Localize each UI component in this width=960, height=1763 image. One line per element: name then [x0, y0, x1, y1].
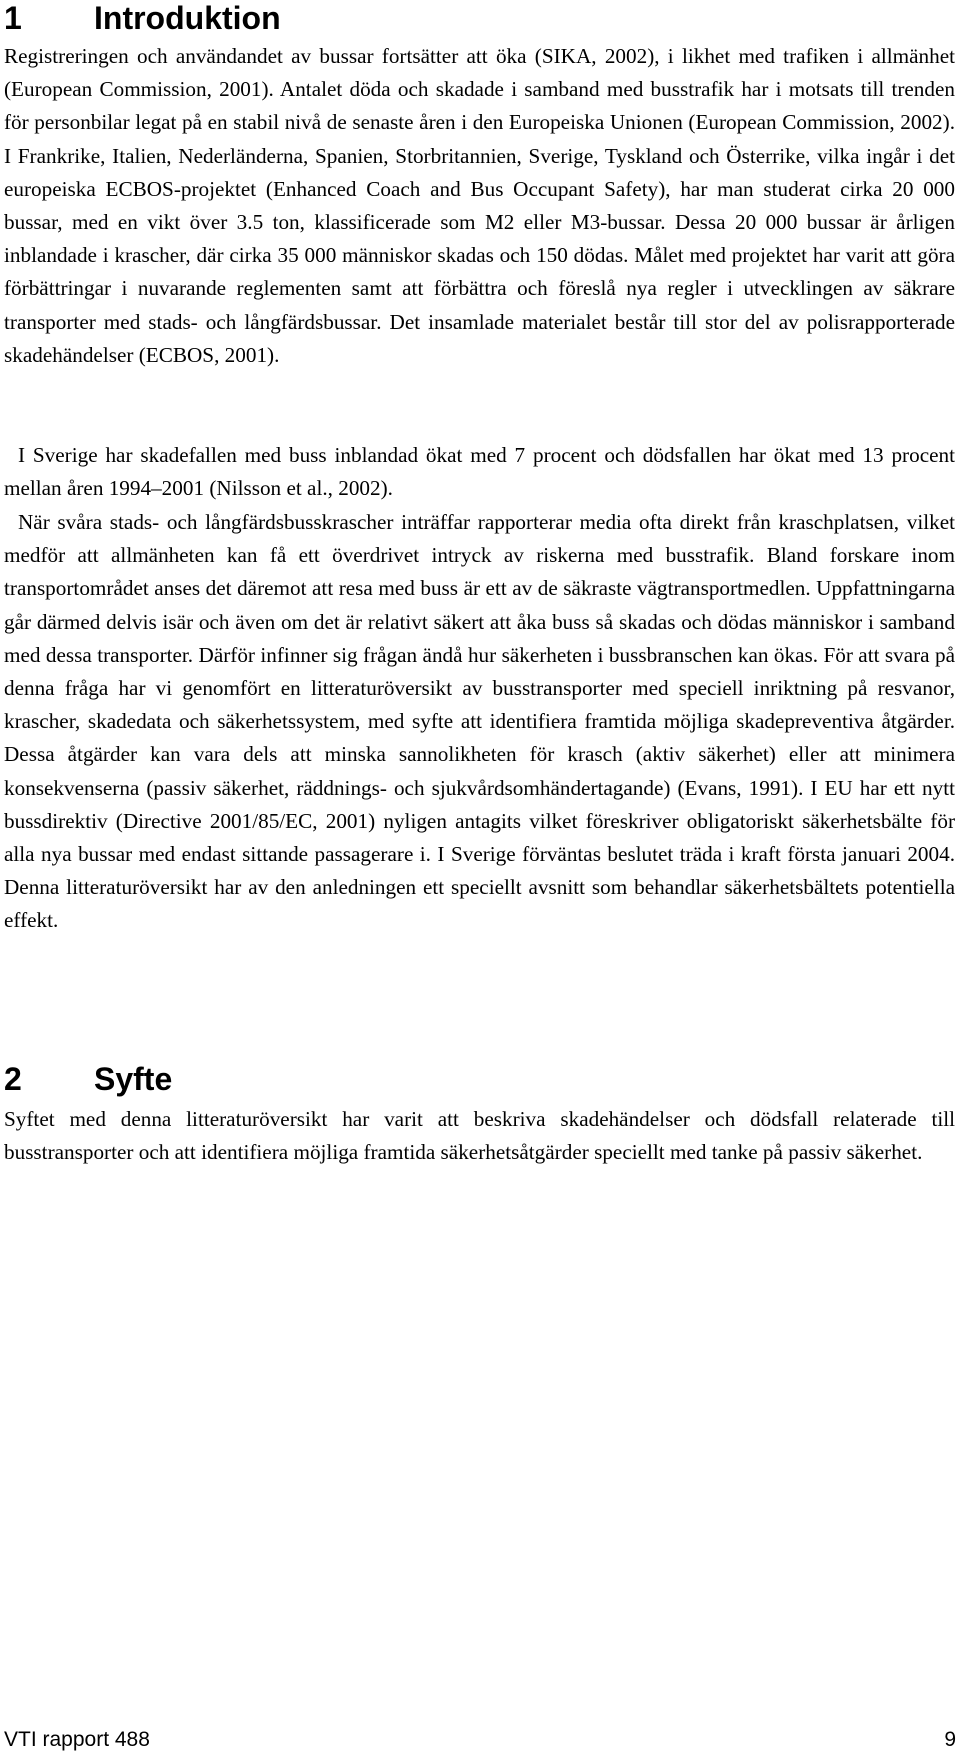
- page-number: 9: [944, 1728, 956, 1751]
- section-2-number: 2: [4, 1061, 22, 1097]
- report-name: VTI rapport 488: [4, 1728, 150, 1751]
- section-1-heading: [4, 0, 281, 36]
- page-footer: [4, 1727, 956, 1753]
- section-2-paragraph: Syftet med denna litteraturöversikt har varit att beskriva skadehändelser och dödsfall relaterade till busstransporter och att identifiera möjliga framtida säkerhetsåtgärder speciellt med tanke på passiv säkerhet.: [4, 1107, 955, 1165]
- section-2-heading: [4, 1061, 172, 1097]
- section-1-paragraph-3: [4, 506, 955, 938]
- section-1-paragraph-2-text: I Sverige har skadefallen med buss inblandad ökat med 7 procent och dödsfallen har ökat med 13 procent mellan åren 1994–2001 (Nilsson et al., 2002).: [4, 443, 955, 501]
- section-1-paragraph-1: Registreringen och användandet av bussar fortsätter att öka (SIKA, 2002), i likhet med trafiken i allmänhet (European Commission, 2001). Antalet döda och skadade i samband med busstrafik har i motsats till trenden för personbilar legat på en stabil nivå de senaste åren i den Europeiska Unionen (European Commission, 2002). I Frankrike, Italien, Nederländerna, Spanien, Storbritannien, Sverige, Tyskland och Österrike, vilka ingår i det europeiska ECBOS-projektet (Enhanced Coach and Bus Occupant Safety), har man studerat cirka 20 000 bussar, med en vikt över 3.5 ton, klassificerade som M2 eller M3-bussar. Dessa 20 000 bussar är årligen inblandade i krascher, där cirka 35 000 människor skadas och 150 dödas. Målet med projektet har varit att göra förbättringar i nuvarande reglementen samt att förbättra och föreslå nya regler i utvecklingen av säkrare transporter med stads- och långfärdsbussar. Det insamlade materialet består till stor del av polisrapporterade skadehändelser (ECBOS, 2001).: [4, 44, 955, 367]
- section-2-title: Syfte: [94, 1061, 173, 1097]
- section-1-number: 1: [4, 0, 22, 36]
- section-1-paragraph-3-text: När svåra stads- och långfärdsbusskrascher inträffar rapporterar media ofta direkt från kraschplatsen, vilket medför att allmänheten kan få ett överdrivet intryck av riskerna med busstrafik. Bland forskare inom transportområdet anses det däremot att resa med buss är ett av de säkraste vägtransportmedlen. Uppfattningarna går därmed delvis isär och även om det är relativt säkert att åka buss så skadas och dödas människor i samband med dessa transporter. Därför infinner sig frågan ändå hur säkerheten i bussbranschen kan ökas. För att svara på denna fråga har vi genomfört en litteraturöversikt av busstransporter med speciell inriktning på resvanor, krascher, skadedata och säkerhetssystem, med syfte att identifiera framtida möjliga skadepreventiva åtgärder. Dessa åtgärder kan vara dels att minska sannolikheten för krasch (aktiv säkerhet) eller att minimera konsekvenserna (passiv säkerhet, räddnings- och sjukvårdsomhändertagande) (Evans, 1991). I EU har ett nytt bussdirektiv (Directive 2001/85/EC, 2001) nyligen antagits vilket föreskriver obligatoriskt säkerhetsbälte för alla nya bussar med endast sittande passagerare i. I Sverige förväntas beslutet träda i kraft första januari 2004. Denna litteraturöversikt har av den anledningen ett speciellt avsnitt som behandlar säkerhetsbältets potentiella effekt.: [4, 510, 955, 933]
- section-1-title: Introduktion: [94, 0, 281, 36]
- section-1-paragraph-2: [4, 439, 955, 505]
